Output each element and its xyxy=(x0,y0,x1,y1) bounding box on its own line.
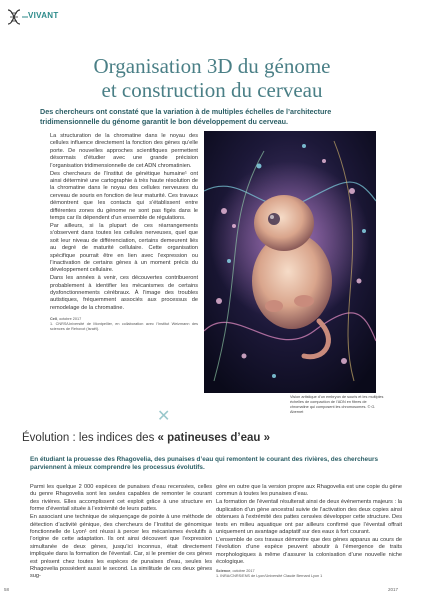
article1-paragraph: Par ailleurs, si la plupart de ces réarrangements s’observent dans toutes les cellules nerveuses, quel que soit leur niveau de différenciation, certains demeurent liés au degré de maturité cellulaire. Cette organisation spécifique pourrait être en lien avec l’expression ou l’inactivation de certains gènes à un moment précis du développement cellulaire. xyxy=(50,222,198,274)
article-title-line1: Organisation 3D du génome xyxy=(93,54,331,78)
article1-body xyxy=(50,133,198,332)
article2-source: Science xyxy=(216,569,231,574)
embryo-illustration xyxy=(204,131,376,393)
article2-paragraph: La formation de l’éventail résulterait ainsi de deux événements majeurs : la duplication d’un gène ancestral suivie de l’activation des deux copies ainsi obtenues à l’extrémité des pattes censées développer cette structure. Des tests en milieu aquatique ont par ailleurs confirmé que l’éventail offrait uniquement un avantage adaptatif sur des eaux à fort courant. xyxy=(216,499,402,535)
article2-paragraph: gère en outre que la version propre aux Rhagovelia est une copie du gène commun à toutes les punaises d’eau. xyxy=(216,484,402,498)
article2-intro: En étudiant la prouesse des Rhagovelia, des punaises d’eau qui remontent le courant des rivières, des chercheurs parviennent à mieux comprendre les processus évolutifs. xyxy=(30,456,379,471)
article2-title-bold: « patineuses d’eau » xyxy=(157,432,271,444)
figure-credit: © G. Abernet xyxy=(290,405,376,414)
section-tag: VIVANT xyxy=(28,11,59,20)
article2-column1 xyxy=(30,484,212,581)
article2-paragraph: Parmi les quelque 2 000 espèces de punaises d’eau recensées, celles du genre Rhagovelia sont les seules capables de remonter le courant des rivières. Elles accomplissent cet exploit grâce à une structure en forme d’éventail située à l’extrémité de leurs pattes. xyxy=(30,484,212,513)
article2-title-text: Évolution : les indices des xyxy=(22,432,158,444)
article1-paragraph: La structuration de la chromatine dans le noyau des cellules influence directement la fonction des gènes qu’elle porte. De nouvelles approches scientifiques permettent désormais d’étudier avec une grande précision l’organisation tridimensionnelle de cet ADN chromatinien. xyxy=(50,133,198,169)
article2-paragraph: En associant une technique de séquençage de pointe à une méthode de détection d’activité génique, des chercheurs de l’Institut de génomique fonctionnelle de Lyon¹ ont réussi à percer les mécanismes évolutifs à l’origine de cette adaptation. Ils ont ainsi découvert que l’expression simultanée de deux gènes, jusqu’ici inconnus, était directement impliquée dans la formation de l’éventail. Car, si le premier de ces gènes est présent chez toutes les espèces de punaises d’eau, seules les Rhagovelia possèdent aussi le second. La similitude de ces deux gènes sug- xyxy=(30,514,212,580)
divider-cross-icon: ✕ xyxy=(157,408,171,425)
article2-footnote: 1. INRA/CNRS/ENS de Lyon/Université Claude Bernard Lyon 1 xyxy=(216,574,323,579)
article1-paragraph: Des chercheurs de l’Institut de génétique humaine¹ ont ainsi déterminé une cartographie à très haute résolution de la chromatine dans le noyau des cellules nerveuses du cerveau de souris en fonction de leur maturité. Ces travaux démontrent que les contacts qui s’établissent entre différentes zones du génome ne sont pas figés dans le temps car ils dépendent d’un ensemble de régulations. xyxy=(50,170,198,221)
article2-column2 xyxy=(216,484,402,579)
article1-date: , octobre 2017 xyxy=(56,317,82,322)
figure-caption-text: Vision artistique d’un embryon de souris et les multiples échelles de compaction de l’ADN en fibres de chromatine qui composent les chromosomes. xyxy=(290,395,384,409)
footer-year: 2017 xyxy=(388,587,399,592)
article-intro: Des chercheurs ont constaté que la variation à de multiples échelles de l’architecture tridimensionnelle du génome garantit le bon développement du cerveau. xyxy=(40,107,332,126)
article1-source: Cell xyxy=(50,317,57,322)
page-number: 58 xyxy=(4,587,10,592)
article1-footnote: 1. CNRS/Université de Montpellier, en collaboration avec l’Institut Weizmann des sciences de Rehovot (Israël). xyxy=(50,322,198,332)
article-title-line2: et construction du cerveau xyxy=(101,78,323,102)
figure-caption xyxy=(290,395,386,415)
article2-title xyxy=(22,432,402,444)
article2-date: , octobre 2017 xyxy=(230,569,255,574)
article1-paragraph: Dans les années à venir, ces découvertes contribueront probablement à identifier les mécanismes de certains dysfonctionnements cérébraux. À l’image des troubles autistiques, fréquemment associés aux processus de remodelage de la chromatine. xyxy=(50,275,198,311)
article2-paragraph: L’ensemble de ces travaux démontre que des gènes apparus au cours de l’évolution d’une espèce peuvent aboutir à l’émergence de traits morphologiques à même d’assurer la colonisation d’une nouvelle niche écologique. xyxy=(216,536,402,566)
